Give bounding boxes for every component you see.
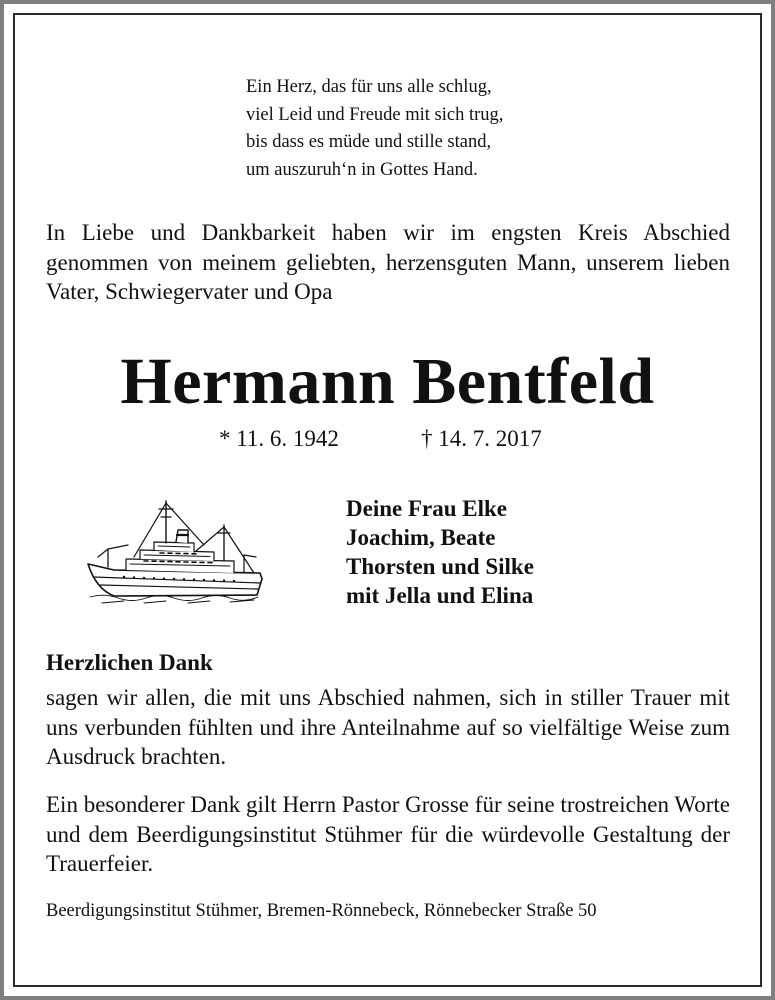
poem-line: um auszuruh‘n in Gottes Hand. [246,159,478,180]
birth-date: * 11. 6. 1942 [219,426,339,451]
thanks-heading: Herzlichen Dank [46,650,213,675]
funeral-home-footer: Beerdigungsinstitut Stühmer, Bremen-Rönnebeck, Rönnebecker Straße 50 [46,901,597,921]
poem [246,74,503,184]
family-member: Joachim, Beate [346,525,496,550]
thanks-text: sagen wir allen, die mit uns Abschied nahmen, sich in stiller Trauer mit uns verbunden fühlten und ihre Anteilnahme auf so vielfältige Weise zum Ausdruck brachten. [46,685,730,769]
ship-icon [84,497,270,609]
poem-line: Ein Herz, das für uns alle schlug, [246,77,492,97]
deceased-name: Hermann Bentfeld [120,345,655,418]
poem-line: viel Leid und Freude mit sich trug, [246,104,504,125]
family-member: Thorsten und Silke [346,554,534,579]
family-member: mit Jella und Elina [346,583,534,608]
family-member: Deine Frau Elke [346,496,507,521]
special-thanks-text: Ein besonderer Dank gilt Herrn Pastor Grosse für seine trostreichen Worte und dem Beerdigungsinstitut Stühmer für die würdevolle Gestaltung der Trauerfeier. [46,792,730,876]
poem-line: bis dass es müde und stille stand, [246,132,492,152]
intro-text: In Liebe und Dankbarkeit haben wir im engsten Kreis Abschied genommen von meinem geliebten, herzensguten Mann, unserem lieben Vater, Schwiegervater und Opa [46,220,730,304]
death-date: † 14. 7. 2017 [421,426,542,451]
family-list [346,494,534,610]
